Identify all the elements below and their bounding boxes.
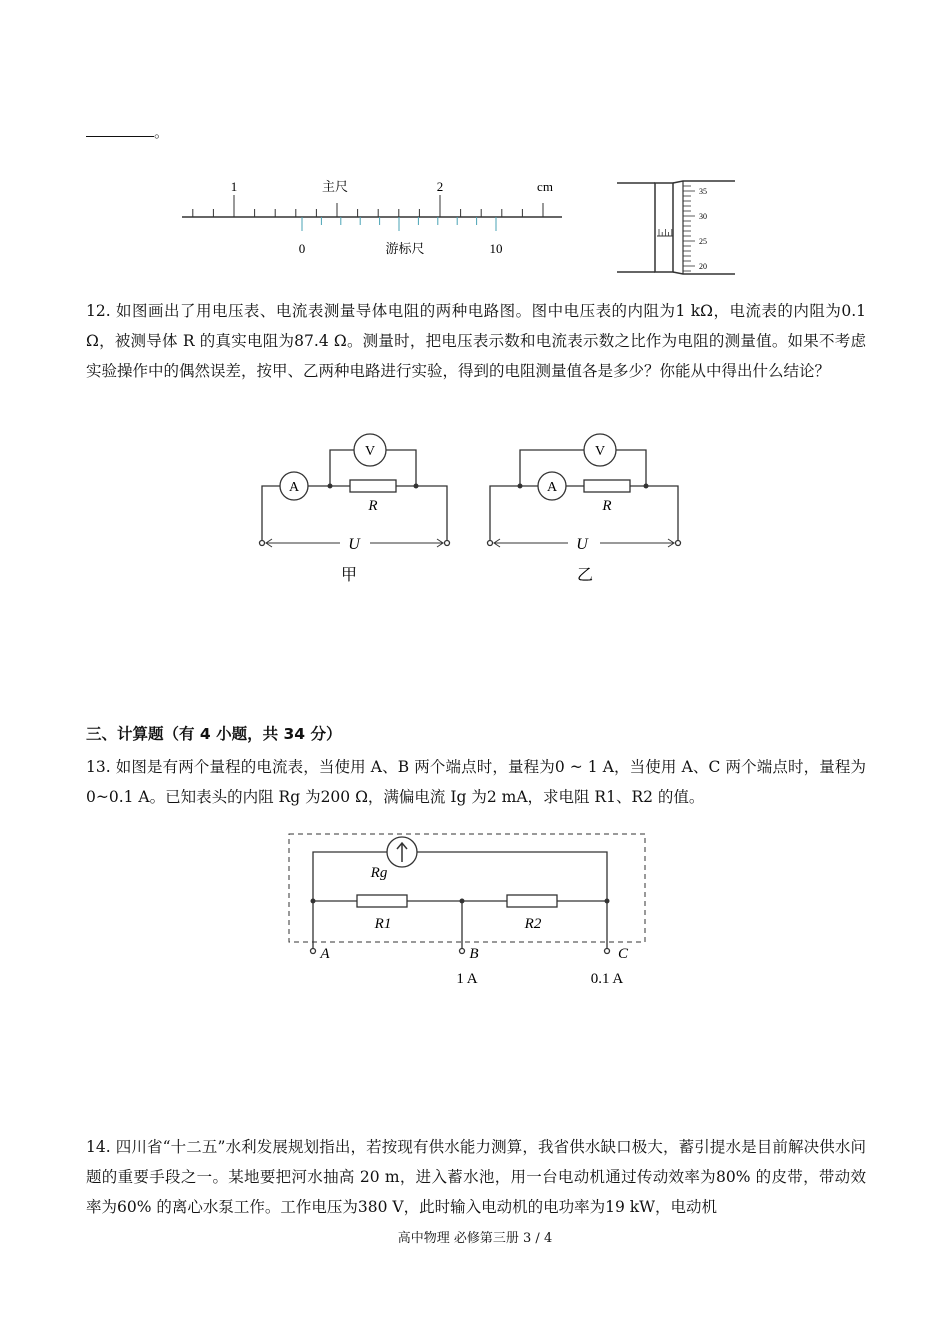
terminal-left	[488, 541, 493, 546]
sleeve-ticks	[659, 229, 672, 236]
range-c-label: 0.1 A	[590, 971, 624, 987]
thimble-number-35: 35	[699, 187, 707, 196]
question-14-text: 14. 四川省“十二五”水利发展规划指出，若按现有供水能力测算，我省供水缺口极大，蓄引提水是目前解决供水问题的重要手段之一。某地要把河水抽高 20 m，进入蓄水池，用一台电动机通过传动效率为80% 的皮带，带动效率为60% 的离心水泵工作。工作电压为380 V，此时输入电动机的电功率为19 kW，电动机	[86, 1138, 866, 1216]
voltmeter-label: V	[594, 444, 606, 459]
resistor-label: R	[602, 498, 612, 514]
voltmeter-label: V	[364, 444, 376, 459]
page-footer: 高中物理 必修第三册 3 / 4	[397, 1231, 553, 1246]
terminal-a	[311, 949, 316, 954]
arrow-up-icon	[397, 843, 407, 862]
vernier-scale-label: 游标尺	[385, 241, 425, 256]
thimble-ticks	[683, 186, 695, 271]
vernier-number-10: 10	[489, 241, 503, 256]
ammeter-label: A	[288, 480, 300, 495]
unit-label: cm	[537, 179, 553, 194]
right-wire	[396, 486, 447, 541]
thimble-number-30: 30	[699, 212, 707, 221]
main-scale-ticks	[193, 195, 543, 217]
thimble-number-25: 25	[699, 237, 707, 246]
circuit-jia	[250, 430, 460, 590]
rg-label: Rg	[370, 865, 388, 881]
vernier-scale-ticks	[302, 217, 496, 231]
meter-boundary	[289, 834, 645, 942]
terminal-b	[460, 949, 465, 954]
terminal-c	[605, 949, 610, 954]
sleeve	[655, 183, 673, 272]
voltage-label: U	[348, 536, 360, 553]
terminal-a-label: A	[320, 946, 330, 962]
left-wire	[262, 486, 280, 541]
resistor-box	[584, 480, 630, 492]
terminal-c-label: C	[617, 946, 629, 962]
question-12-text: 12. 如图画出了用电压表、电流表测量导体电阻的两种电路图。图中电压表的内阻为1 kΩ，电流表的内阻为0.1 Ω，被测导体 R 的真实电阻为87.4 Ω。测量时，把电压表示数和电流表示数之比作为电阻的测量值。如果不考虑实验操作中的偶然误差，按甲、乙两种电路进行实验，得到的电阻测量值各是多少？你能从中得出什么结论？	[86, 302, 866, 380]
ammeter-label: A	[546, 480, 558, 495]
circuit-caption: 乙	[576, 567, 594, 584]
main-scale-label: 主尺	[321, 179, 349, 194]
terminal-right	[445, 541, 450, 546]
voltage-label: U	[576, 536, 588, 553]
left-wire	[490, 486, 538, 541]
vernier-caliper-figure	[180, 175, 570, 265]
thimble-number-20: 20	[699, 262, 707, 271]
main-number-1: 1	[230, 179, 238, 194]
right-wire	[630, 486, 678, 541]
terminal-left	[260, 541, 265, 546]
main-number-2: 2	[436, 179, 444, 194]
r1-box	[357, 895, 407, 907]
blank-underline	[86, 120, 154, 137]
circuit-caption: 甲	[340, 567, 358, 584]
r2-label: R2	[524, 916, 542, 932]
r2-box	[507, 895, 557, 907]
terminal-right	[676, 541, 681, 546]
circuit-yi	[478, 430, 688, 590]
r1-label: R1	[374, 916, 392, 932]
answer-blank: 。	[86, 120, 169, 142]
resistor-label: R	[368, 498, 378, 514]
micrometer-figure	[615, 178, 740, 278]
vernier-number-0: 0	[298, 241, 306, 256]
terminal-b-label: B	[469, 946, 479, 962]
question-13-text: 13. 如图是有两个量程的电流表，当使用 A、B 两个端点时，量程为0 ~ 1 A，当使用 A、C 两个端点时，量程为0~0.1 A。已知表头的内阻 Rg 为200 Ω，满偏电流 Ig 为2 mA，求电阻 R1、R2 的值。	[86, 758, 866, 806]
circuit-q13	[287, 832, 652, 992]
resistor-box	[350, 480, 396, 492]
section-3-heading: 三、计算题（有 4 小题，共 34 分）	[86, 725, 342, 743]
right-rail	[417, 852, 607, 944]
range-b-label: 1 A	[456, 971, 478, 987]
